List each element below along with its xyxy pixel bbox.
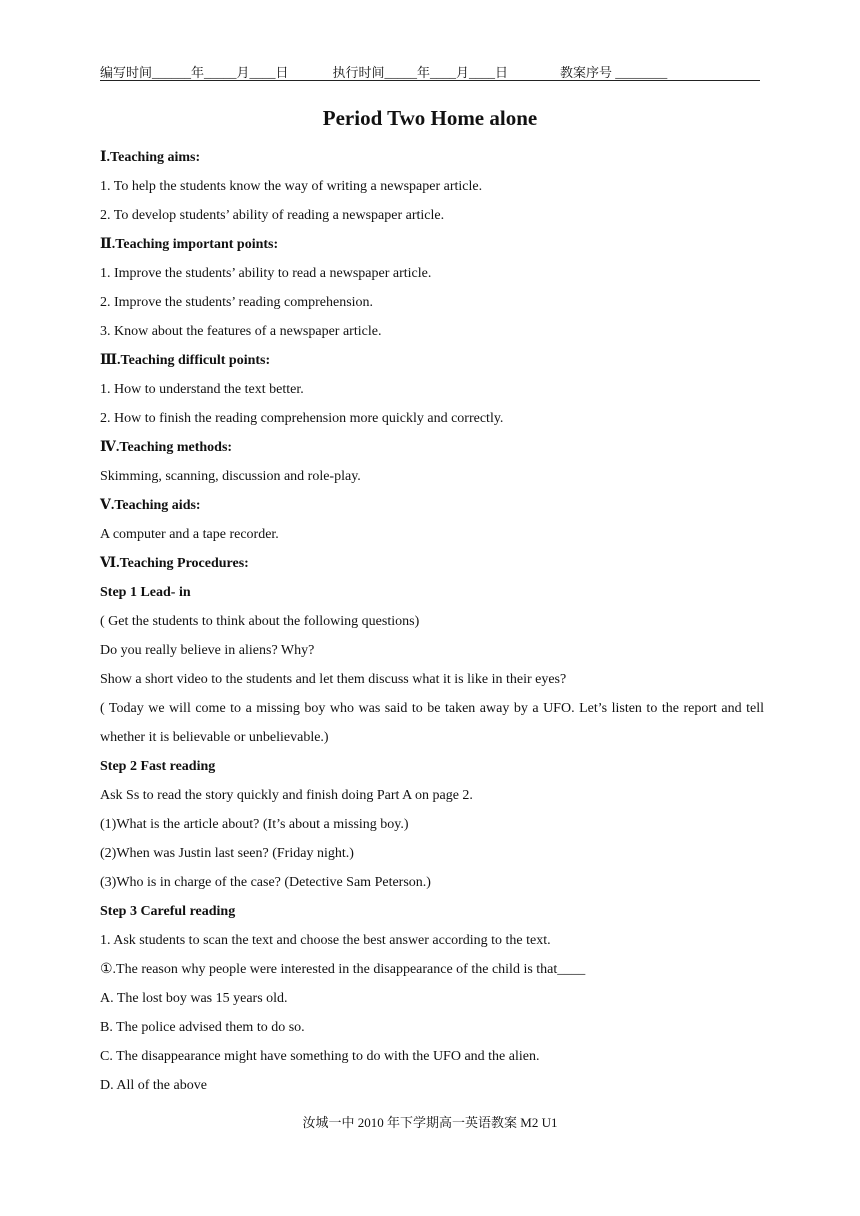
text-line: B. The police advised them to do so. xyxy=(100,1020,305,1035)
header-write-time: 编写时间______年_____月____日 xyxy=(100,65,289,80)
text-line: 2. How to finish the reading comprehension more quickly and correctly. xyxy=(100,411,504,426)
section-heading: Ⅵ.Teaching Procedures: xyxy=(100,556,249,571)
text-line: ( Today we will come to a missing boy who was said to be taken away by a UFO. Let’s listen to the report and tell whether it is believable or unbelievable.) xyxy=(100,701,764,745)
section-heading: Ⅰ.Teaching aims: xyxy=(100,150,201,165)
text-line: (1)What is the article about? (It’s about a missing boy.) xyxy=(100,817,409,832)
text-line: D. All of the above xyxy=(100,1078,207,1093)
text-line: 1. Ask students to scan the text and choose the best answer according to the text. xyxy=(100,933,551,948)
section-heading: Step 2 Fast reading xyxy=(100,759,216,774)
text-line: 1. How to understand the text better. xyxy=(100,382,304,397)
text-line: 1. Improve the students’ ability to read a newspaper article. xyxy=(100,266,432,281)
document-body xyxy=(100,143,764,1100)
text-line: ①.The reason why people were interested in the disappearance of the child is that____ xyxy=(100,962,586,977)
text-line: 2. To develop students’ ability of reading a newspaper article. xyxy=(100,208,445,223)
section-heading: Ⅴ.Teaching aids: xyxy=(100,498,201,513)
section-heading: Ⅱ.Teaching important points: xyxy=(100,237,279,252)
text-line: Ask Ss to read the story quickly and finish doing Part A on page 2. xyxy=(100,788,473,803)
text-line: C. The disappearance might have something to do with the UFO and the alien. xyxy=(100,1049,540,1064)
text-line: (2)When was Justin last seen? (Friday night.) xyxy=(100,846,354,861)
text-line: Show a short video to the students and let them discuss what it is like in their eyes? xyxy=(100,672,567,687)
page-header xyxy=(100,62,760,81)
text-line: 3. Know about the features of a newspaper article. xyxy=(100,324,382,339)
text-line: Skimming, scanning, discussion and role-play. xyxy=(100,469,361,484)
header-exec-time: 执行时间_____年____月____日 xyxy=(332,65,509,80)
section-heading: Ⅲ.Teaching difficult points: xyxy=(100,353,271,368)
text-line: A computer and a tape recorder. xyxy=(100,527,279,542)
header-plan-number: 教案序号 ________ xyxy=(560,65,668,80)
section-heading: Step 1 Lead- in xyxy=(100,585,191,600)
text-line: A. The lost boy was 15 years old. xyxy=(100,991,288,1006)
text-line: Do you really believe in aliens? Why? xyxy=(100,643,315,658)
text-line: 1. To help the students know the way of writing a newspaper article. xyxy=(100,179,483,194)
page-footer: 汝城一中 2010 年下学期高一英语教案 M2 U1 xyxy=(302,1115,558,1130)
section-heading: Ⅳ.Teaching methods: xyxy=(100,440,233,455)
text-line: (3)Who is in charge of the case? (Detective Sam Peterson.) xyxy=(100,875,431,890)
text-line: 2. Improve the students’ reading comprehension. xyxy=(100,295,374,310)
page-title: Period Two Home alone xyxy=(322,106,538,130)
text-line: ( Get the students to think about the following questions) xyxy=(100,614,420,629)
section-heading: Step 3 Careful reading xyxy=(100,904,236,919)
